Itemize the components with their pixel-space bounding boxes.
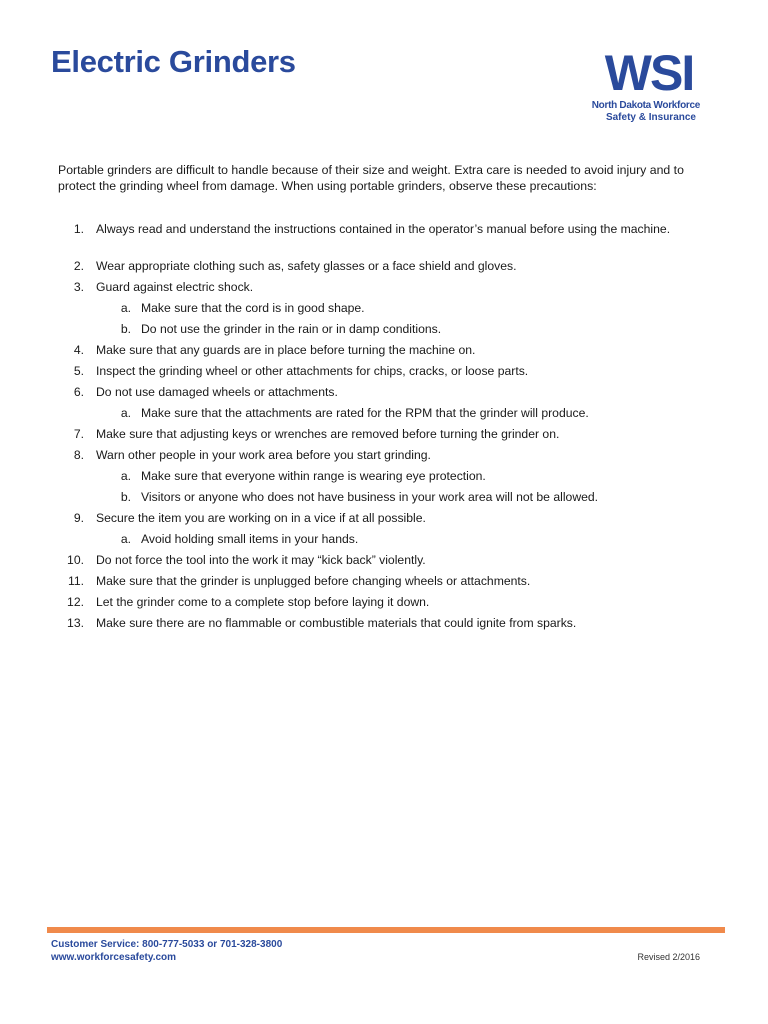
footer-divider: [47, 927, 725, 933]
list-item-text: Secure the item you are working on in a vice if at all possible.: [96, 511, 426, 525]
footer-contact: [51, 938, 282, 964]
list-item-marker: 11.: [67, 574, 84, 588]
wsi-logo: [584, 45, 714, 124]
list-item-marker: 4.: [73, 343, 84, 357]
list-item-text: Make sure there are no flammable or combustible materials that could ignite from sparks.: [96, 616, 577, 630]
list-item-text: Avoid holding small items in your hands.: [141, 532, 359, 546]
list-item-text: Wear appropriate clothing such as, safety glasses or a face shield and gloves.: [96, 259, 517, 273]
list-item-text: Inspect the grinding wheel or other attachments for chips, cracks, or loose parts.: [96, 364, 529, 378]
list-item-marker: 7.: [73, 427, 84, 441]
list-item-text: Make sure that the grinder is unplugged before changing wheels or attachments.: [96, 574, 531, 588]
list-item-text: Make sure that any guards are in place before turning the machine on.: [96, 343, 476, 357]
list-item-text: Guard against electric shock.: [96, 280, 254, 294]
revised-date: Revised 2/2016: [637, 952, 700, 962]
list-item-text: Let the grinder come to a complete stop before laying it down.: [96, 595, 430, 609]
list-item-text: Make sure that everyone within range is wearing eye protection.: [141, 469, 486, 483]
page-title: Electric Grinders: [51, 44, 296, 79]
list-item-marker: 6.: [73, 385, 84, 399]
list-item-text: Make sure that the attachments are rated for the RPM that the grinder will produce.: [141, 406, 589, 420]
list-item-marker: 3.: [73, 280, 84, 294]
list-item-marker: 5.: [73, 364, 84, 378]
logo-mark: WSI: [604, 45, 694, 101]
list-item-marker: b.: [120, 322, 131, 336]
list-item-marker: 12.: [67, 595, 84, 609]
list-item-marker: 10.: [67, 553, 84, 567]
list-item-marker: 13.: [67, 616, 84, 630]
list-item-marker: 8.: [73, 448, 84, 462]
logo-org-line-2: Safety & Insurance: [605, 112, 696, 123]
list-item-marker: a.: [120, 469, 131, 483]
list-item-text: Do not use damaged wheels or attachments.: [96, 385, 338, 399]
intro-paragraph: Portable grinders are difficult to handle because of their size and weight. Extra care is needed to avoid injury and to protect the grinding wheel from damage. When using portable grinders, observe these precautions:: [58, 163, 684, 193]
list-item-text: Warn other people in your work area before you start grinding.: [96, 448, 431, 462]
customer-service-text: Customer Service: 800-777-5033 or 701-328-3800: [51, 939, 283, 950]
list-item-marker: 1.: [73, 222, 84, 236]
list-item-marker: a.: [120, 532, 131, 546]
list-item-marker: 9.: [73, 511, 84, 525]
website-link[interactable]: www.workforcesafety.com: [51, 952, 177, 963]
list-item-text: Make sure that adjusting keys or wrenches are removed before turning the grinder on.: [96, 427, 560, 441]
list-item-text: Always read and understand the instructions contained in the operator’s manual before using the machine.: [96, 222, 671, 236]
list-item-marker: b.: [120, 490, 131, 504]
list-item-text: Do not force the tool into the work it may “kick back” violently.: [96, 553, 426, 567]
list-item-marker: a.: [120, 301, 131, 315]
list-item-text: Visitors or anyone who does not have business in your work area will not be allowed.: [141, 490, 599, 504]
list-item-marker: a.: [120, 406, 131, 420]
list-item-text: Make sure that the cord is in good shape.: [141, 301, 365, 315]
list-item-marker: 2.: [73, 259, 84, 273]
list-item-text: Do not use the grinder in the rain or in damp conditions.: [141, 322, 442, 336]
logo-org-line-1: North Dakota Workforce: [591, 100, 700, 111]
